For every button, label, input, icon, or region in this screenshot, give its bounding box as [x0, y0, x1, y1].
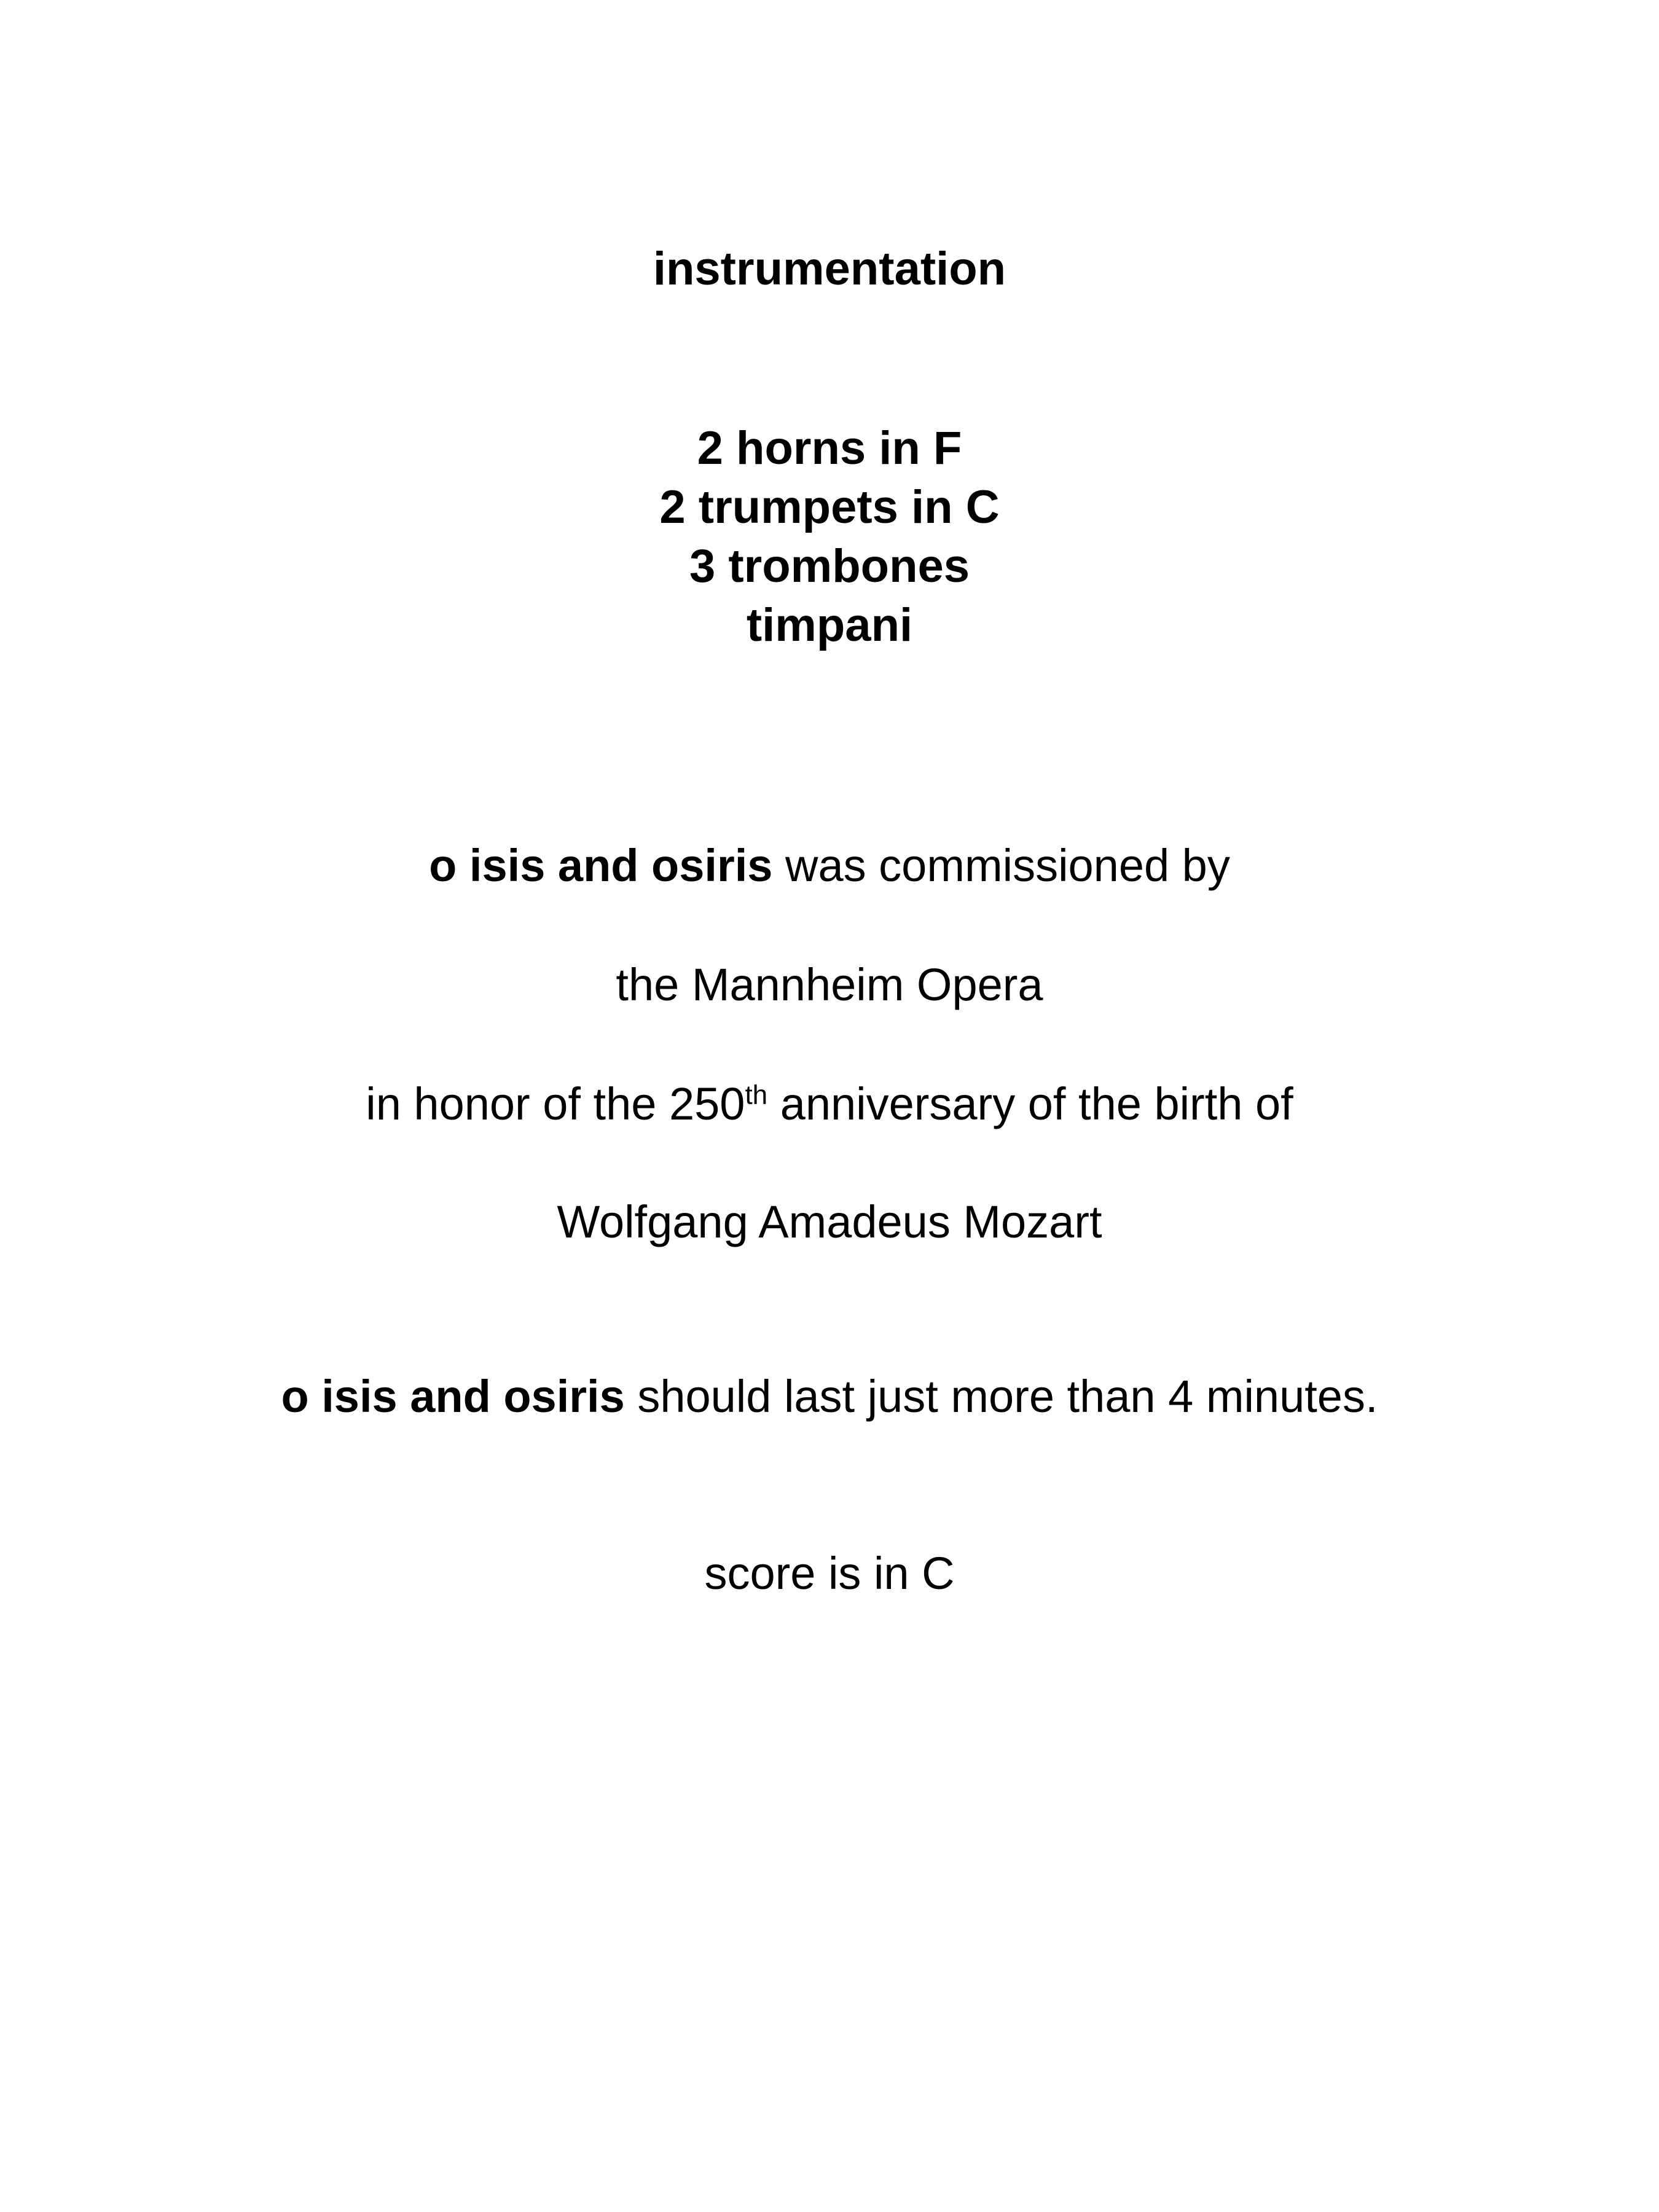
commission-line — [0, 840, 1659, 891]
work-title-duration: o isis and osiris — [281, 1371, 625, 1422]
instrument-timpani: timpani — [746, 599, 913, 651]
instrument-horns: 2 horns in F — [697, 422, 962, 474]
commission-text: was commissioned by — [772, 840, 1230, 891]
work-title: o isis and osiris — [429, 840, 773, 891]
honor-text-after: anniversary of the birth of — [767, 1078, 1293, 1129]
score-note: score is in C — [704, 1548, 955, 1599]
composer-line: Wolfgang Amadeus Mozart — [557, 1196, 1102, 1247]
instrument-trumpets: 2 trumpets in C — [659, 481, 1000, 533]
duration-line — [0, 1371, 1659, 1422]
honor-line — [0, 1078, 1659, 1129]
instrument-trombones: 3 trombones — [689, 540, 970, 592]
honor-text-before: in honor of the 250 — [366, 1078, 745, 1129]
duration-text: should last just more than 4 minutes. — [624, 1371, 1378, 1422]
instrumentation-heading: instrumentation — [653, 243, 1006, 295]
ordinal-suffix: th — [745, 1080, 768, 1110]
commissioner-line: the Mannheim Opera — [616, 959, 1043, 1010]
